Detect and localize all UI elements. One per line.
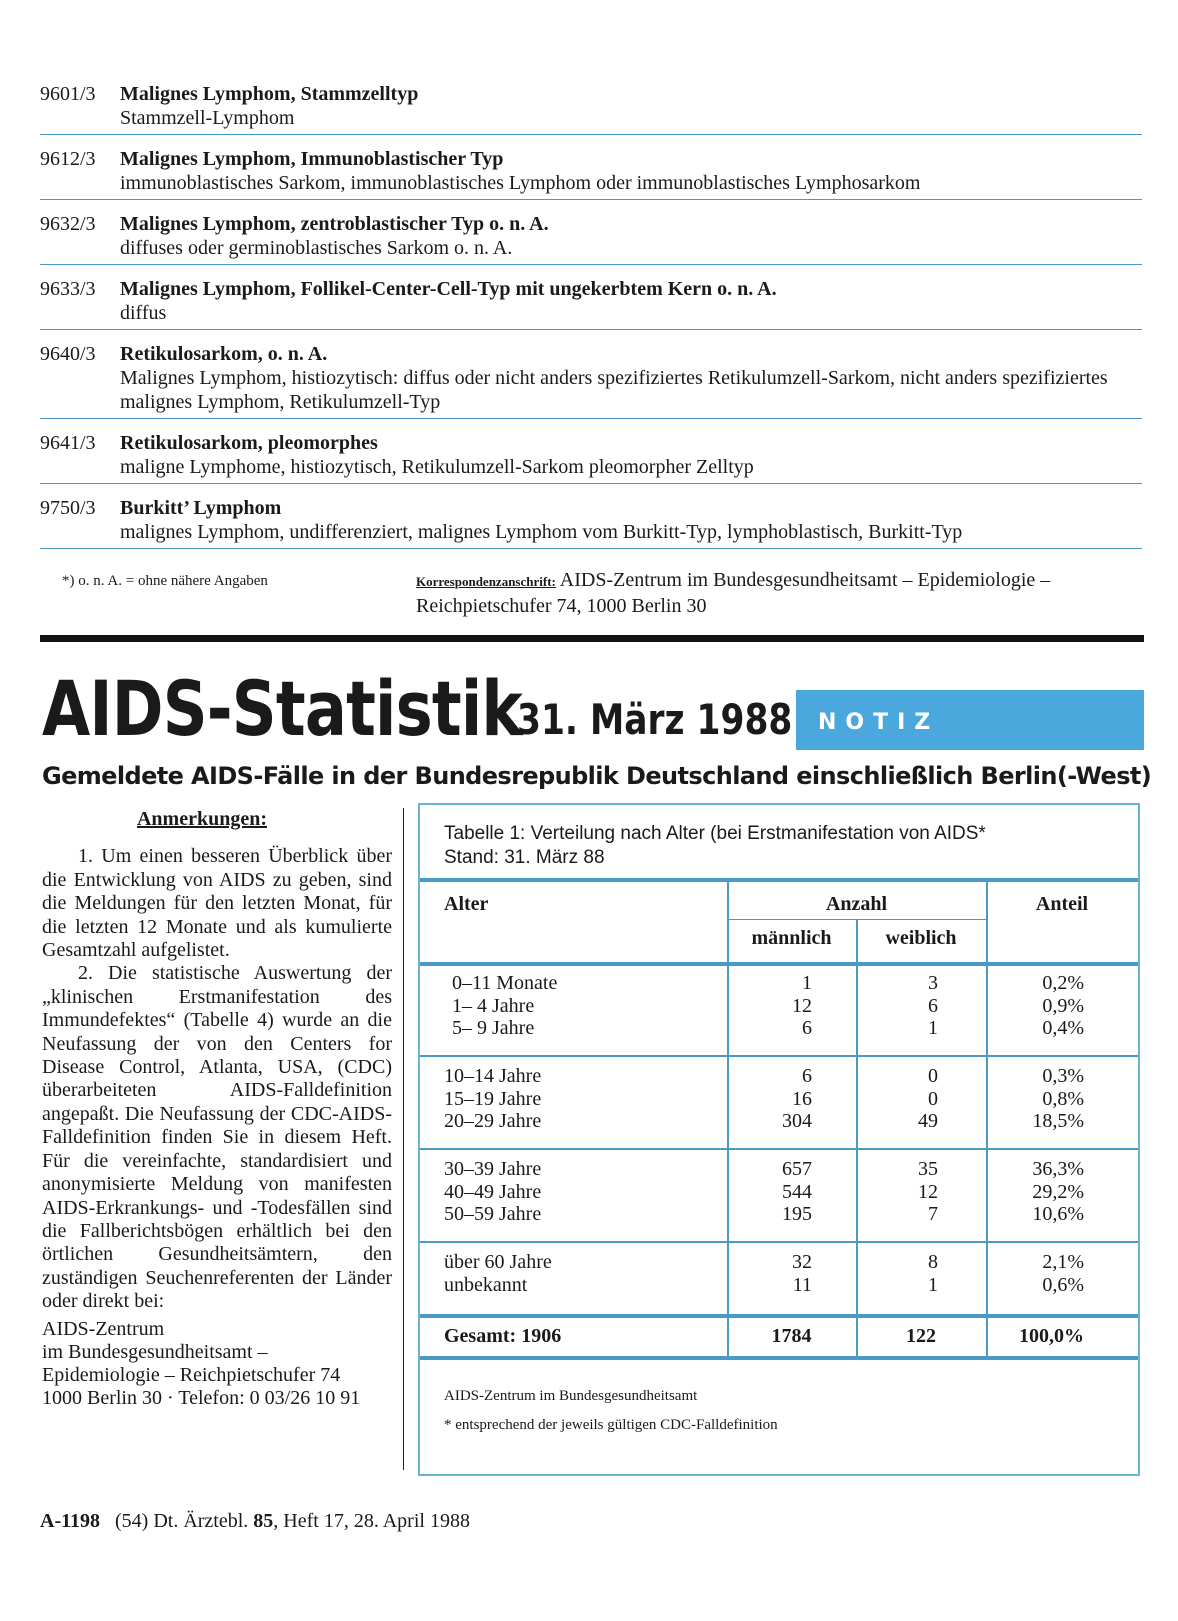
morphology-title: Malignes Lymphom, zentroblastischer Typ o. n. A. <box>120 213 549 235</box>
caption-line-1: Tabelle 1: Verteilung nach Alter (bei Erstmanifestation von AIDS* <box>444 823 986 844</box>
morphology-body <box>120 342 1142 414</box>
total-label: Gesamt: 1906 <box>444 1325 562 1347</box>
header-age: Alter <box>444 893 489 915</box>
table-cell-female: 49 <box>918 1110 938 1132</box>
table-footnote: * entsprechend der jeweils gültigen CDC-Falldefinition <box>444 1417 778 1433</box>
table-cell-female: 0 <box>928 1087 938 1110</box>
table-cell-share: 2,1% <box>1042 1251 1084 1273</box>
table-cell-male: 16 <box>792 1087 812 1110</box>
page-number: A-1198 <box>40 1510 100 1532</box>
morphology-code: 9612/3 <box>40 148 96 170</box>
morphology-entry <box>40 494 1142 549</box>
group-rule <box>420 1241 1138 1243</box>
header-male: männlich <box>751 927 832 949</box>
group-rule <box>420 1148 1138 1150</box>
subtitle: Gemeldete AIDS-Fälle in der Bundesrepublik Deutschland einschließlich Berlin(-West) <box>42 762 1152 790</box>
column-rule <box>727 880 729 1358</box>
notes-column <box>42 808 392 1410</box>
table-cell-male: 195 <box>782 1203 812 1225</box>
note-paragraph-2: 2. Die statistische Auswertung der „klinischen Erstmanifestation des Immundefektes“ (Tabelle 4) wurde an die Neufassung der von den Centers for Disease Control, Atlanta, USA, (CDC) überarbeiteten AIDS-Falldefinition angepaßt. Die Neufassung der CDC-AIDS-Falldefinition finden Sie in diesem Heft. Für die vereinfachte, standardisiert und anonymisierte Meldung von manifesten AIDS-Erkrankungs- und -Todesfällen sind die Fallberichtsbögen erhältlich bei den örtlichen Gesundheitsämtern, den zuständigen Seuchenreferenten der Länder oder direkt bei: <box>42 962 392 1313</box>
total-share: 100,0% <box>1019 1325 1084 1347</box>
morphology-body <box>120 82 1142 130</box>
caption-line-2: Stand: 31. März 88 <box>444 847 605 868</box>
morphology-code: 9633/3 <box>40 278 96 300</box>
table-cell-male: 6 <box>802 1017 812 1039</box>
table-cell-male: 304 <box>782 1110 812 1132</box>
table-cell-share: 0,3% <box>1042 1065 1084 1087</box>
morphology-title: Retikulosarkom, pleomorphes <box>120 432 378 454</box>
header-female: weiblich <box>885 927 957 949</box>
table-cell-male: 657 <box>782 1158 812 1180</box>
morphology-code: 9601/3 <box>40 83 96 105</box>
table-cell-age: 1– 4 Jahre <box>452 994 535 1017</box>
notes-heading: Anmerkungen: <box>136 808 267 830</box>
morphology-body <box>120 277 1142 325</box>
total-male: 1784 <box>771 1325 812 1347</box>
table-cell-share: 29,2% <box>1032 1180 1084 1203</box>
contact-line: 1000 Berlin 30 · Telefon: 0 03/26 10 91 <box>42 1386 361 1409</box>
table-caption <box>444 822 1124 870</box>
correspondence-label: Korrespondenzanschrift: <box>416 574 556 589</box>
morphology-entry <box>40 210 1142 265</box>
morphology-code: 9641/3 <box>40 432 96 454</box>
table-cell-age: 40–49 Jahre <box>444 1180 542 1203</box>
morphology-description: immunoblastisches Sarkom, immunoblastisches Lymphom oder immunoblastisches Lymphosarkom <box>120 172 921 194</box>
morphology-title: Malignes Lymphom, Stammzelltyp <box>120 83 419 105</box>
table-cell-female: 1 <box>928 1017 938 1039</box>
table-cell-age: 10–14 Jahre <box>444 1065 542 1087</box>
contact-line: im Bundesgesundheitsamt – <box>42 1340 268 1363</box>
page-footer <box>40 1510 470 1533</box>
morphology-entry <box>40 429 1142 484</box>
table-cell-age: unbekannt <box>444 1273 528 1296</box>
table-cell-age: 50–59 Jahre <box>444 1203 542 1225</box>
table-source: AIDS-Zentrum im Bundesgesundheitsamt <box>444 1388 698 1404</box>
morphology-title: Malignes Lymphom, Follikel-Center-Cell-Typ mit ungekerbtem Kern o. n. A. <box>120 278 777 300</box>
table-cell-male: 11 <box>792 1273 812 1296</box>
column-divider <box>403 808 404 1470</box>
morphology-title: Retikulosarkom, o. n. A. <box>120 343 328 365</box>
morphology-code: 9750/3 <box>40 497 96 519</box>
table-cell-share: 10,6% <box>1032 1203 1084 1225</box>
headline <box>42 664 793 753</box>
morphology-code: 9640/3 <box>40 343 96 365</box>
journal-volume: 85 <box>253 1510 274 1532</box>
total-rule <box>420 1314 1138 1318</box>
table-cell-male: 12 <box>792 994 812 1017</box>
total-female: 122 <box>906 1325 936 1347</box>
table-cell-male: 544 <box>782 1180 812 1203</box>
table-top-rule <box>420 878 1138 882</box>
age-distribution-table <box>418 803 1140 1476</box>
contact-line: Epidemiologie – Reichpietschufer 74 <box>42 1363 341 1386</box>
morphology-entry <box>40 80 1142 135</box>
morphology-entry <box>40 340 1142 419</box>
morphology-entry <box>40 145 1142 200</box>
table-cell-share: 0,2% <box>1042 972 1084 994</box>
table-cell-male: 1 <box>802 972 812 994</box>
table-cell-age: 0–11 Monate <box>452 972 558 994</box>
correspondence-text: AIDS-Zentrum im Bundesgesundheitsamt – Epidemiologie – Reichpietschufer 74, 1000 Berlin 30 <box>416 569 1051 617</box>
table-cell-share: 0,8% <box>1042 1087 1084 1110</box>
morphology-title: Malignes Lymphom, Immunoblastischer Typ <box>120 148 504 170</box>
footnote: *) o. n. A. = ohne nähere Angaben <box>62 573 268 589</box>
table-cell-female: 7 <box>928 1203 938 1225</box>
table-cell-female: 6 <box>928 994 938 1017</box>
morphology-body <box>120 212 1142 260</box>
table-cell-share: 36,3% <box>1032 1158 1084 1180</box>
table-cell-female: 8 <box>928 1251 938 1273</box>
contact-address <box>42 1318 392 1410</box>
table-cell-female: 1 <box>928 1273 938 1296</box>
journal-ref-post: , Heft 17, 28. April 1988 <box>273 1510 470 1532</box>
morphology-description: diffus <box>120 302 167 324</box>
morphology-code: 9632/3 <box>40 213 96 235</box>
header-share: Anteil <box>1035 893 1089 915</box>
morphology-body <box>120 496 1142 544</box>
morphology-description: Malignes Lymphom, histiozytisch: diffus oder nicht anders spezifiziertes Retikulumzell-Sarkom, nicht anders spezifiziertes malignes Lymphom, Retikulumzell-Typ <box>120 367 1108 413</box>
note-paragraph-1: 1. Um einen besseren Überblick über die Entwicklung von AIDS zu geben, sind die Meldungen für den letzten Monat, für die letzten 12 Monate und als kumulierte Gesamtzahl aufgelistet. <box>42 845 392 962</box>
morphology-body <box>120 147 1142 195</box>
table-cell-share: 0,9% <box>1042 994 1084 1017</box>
table-cell-male: 32 <box>792 1251 812 1273</box>
morphology-list <box>40 80 1142 559</box>
page-title: AIDS-Statistik <box>42 664 522 753</box>
contact-line: AIDS-Zentrum <box>42 1317 165 1340</box>
morphology-description: diffuses oder germinoblastisches Sarkom o. n. A. <box>120 237 513 259</box>
section-divider <box>40 635 1144 642</box>
morphology-title: Burkitt’ Lymphom <box>120 497 282 519</box>
table-cell-age: 20–29 Jahre <box>444 1110 542 1132</box>
table-cell-share: 0,6% <box>1042 1273 1084 1296</box>
journal-ref-pre: (54) Dt. Ärztebl. <box>115 1510 254 1532</box>
table-cell-female: 12 <box>918 1180 938 1203</box>
morphology-entry <box>40 275 1142 330</box>
morphology-description: Stammzell-Lymphom <box>120 107 295 129</box>
group-rule <box>420 1055 1138 1057</box>
morphology-body <box>120 431 1142 479</box>
table-cell-female: 35 <box>918 1158 938 1180</box>
morphology-description: maligne Lymphome, histiozytisch, Retikulumzell-Sarkom pleomorpher Zelltyp <box>120 456 754 478</box>
table-cell-share: 0,4% <box>1042 1017 1084 1039</box>
table-bottom-rule <box>420 1356 1138 1360</box>
header-count: Anzahl <box>825 893 888 915</box>
table-cell-female: 3 <box>928 972 938 994</box>
headline-date: 31. März 1988 <box>517 695 793 744</box>
table-cell-age: über 60 Jahre <box>444 1251 552 1273</box>
header-bottom-rule <box>420 962 1138 966</box>
table-cell-female: 0 <box>928 1065 938 1087</box>
table-cell-age: 5– 9 Jahre <box>452 1017 535 1039</box>
table-cell-male: 6 <box>802 1065 812 1087</box>
table-cell-age: 30–39 Jahre <box>444 1158 542 1180</box>
table-cell-share: 18,5% <box>1032 1110 1084 1132</box>
notiz-badge: NOTIZ <box>796 690 1144 750</box>
correspondence-address <box>416 568 1144 618</box>
morphology-description: malignes Lymphom, undifferenziert, malignes Lymphom vom Burkitt-Typ, lymphoblastisch, Burkitt-Typ <box>120 521 963 543</box>
table-cell-age: 15–19 Jahre <box>444 1087 542 1110</box>
